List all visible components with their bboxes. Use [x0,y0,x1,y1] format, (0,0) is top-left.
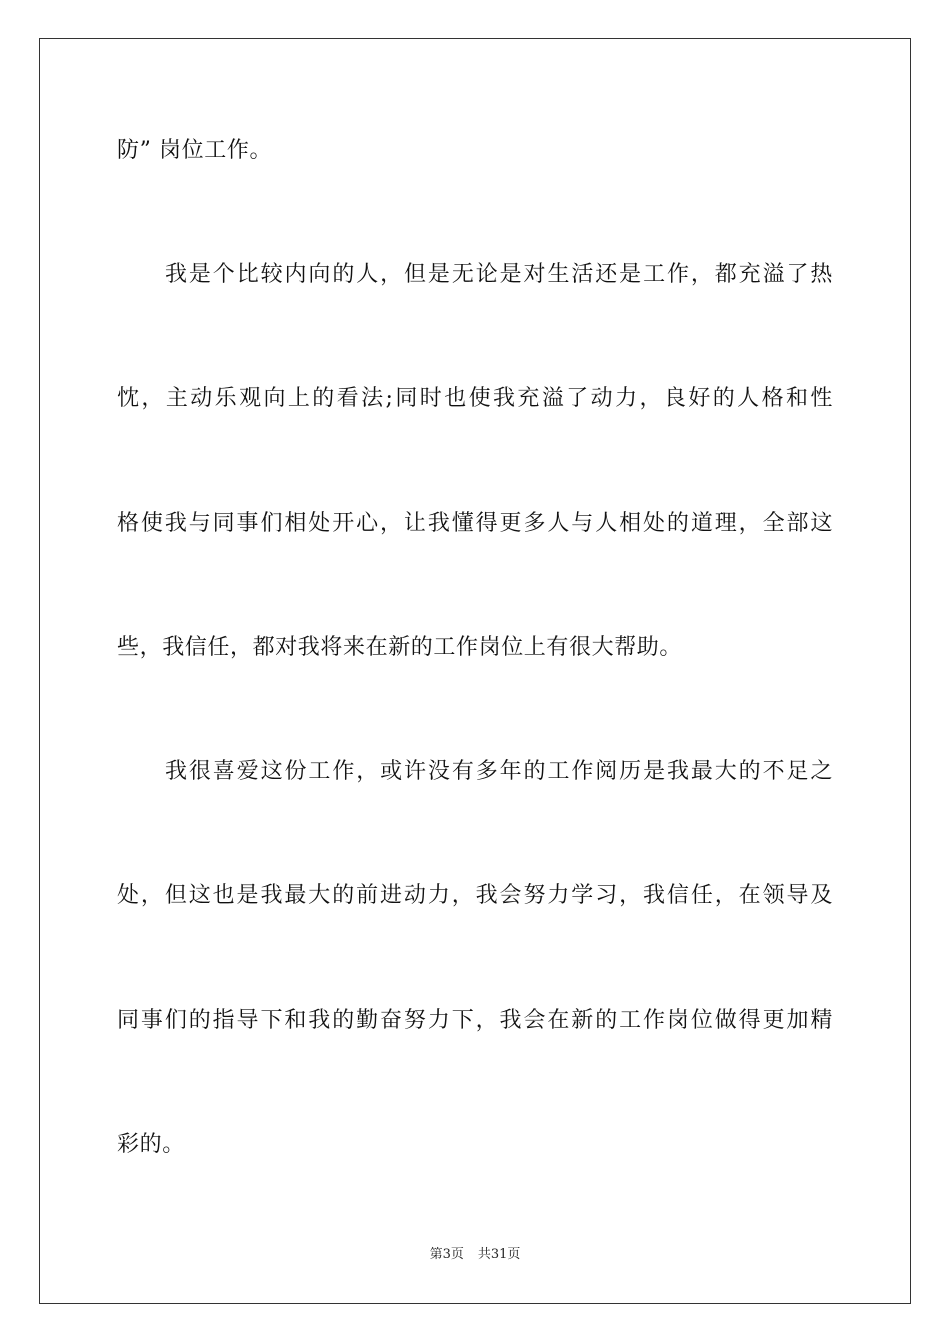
text-line-9: 彩的。 [117,1132,185,1157]
page-total: 共31页 [477,1247,521,1262]
page-current: 第3页 [429,1247,464,1262]
text-line-1: 防” 岗位工作。 [117,138,273,163]
text-line-2: 我是个比较内向的人，但是无论是对生活还是工作，都充溢了热 [165,262,833,287]
page-border [39,38,911,1304]
page-footer [0,1245,950,1265]
text-line-8: 同事们的指导下和我的勤奋努力下，我会在新的工作岗位做得更加精 [117,1008,833,1033]
text-line-5: 些，我信任，都对我将来在新的工作岗位上有很大帮助。 [117,635,683,660]
text-line-4: 格使我与同事们相处开心，让我懂得更多人与人相处的道理，全部这 [117,511,833,536]
text-line-7: 处，但这也是我最大的前进动力，我会努力学习，我信任，在领导及 [117,883,833,908]
text-line-6: 我很喜爱这份工作，或许没有多年的工作阅历是我最大的不足之 [165,759,833,784]
text-line-3: 忱，主动乐观向上的看法;同时也使我充溢了动力，良好的人格和性 [117,386,833,411]
